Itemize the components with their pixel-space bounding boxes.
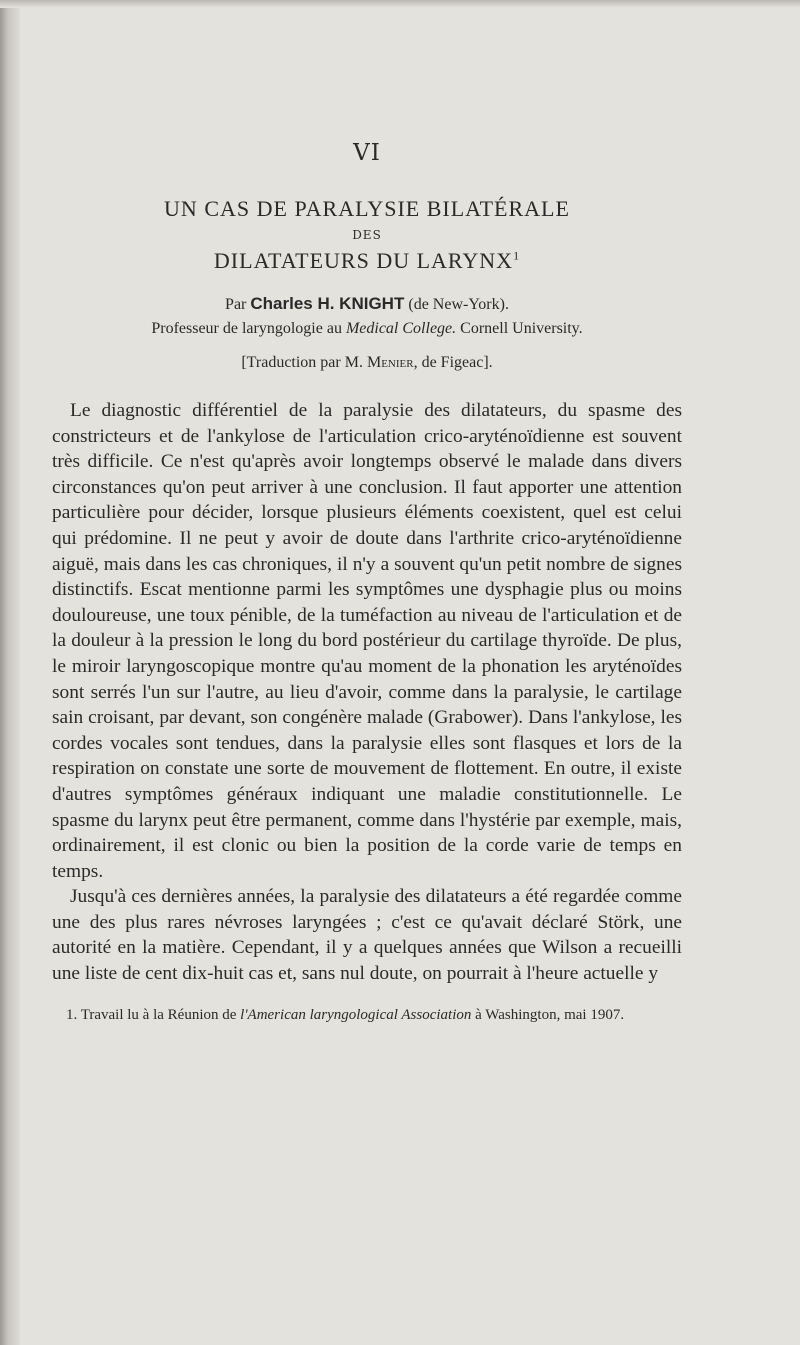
chapter-number: VI [353, 140, 381, 166]
author-prefix: Par [225, 296, 247, 313]
page-content [52, 130, 682, 1025]
author-line [52, 294, 682, 314]
title-line-2 [52, 248, 682, 274]
affiliation-university: Cornell University. [460, 320, 583, 337]
title-connector: DES [352, 228, 382, 242]
title-line-1: UN CAS DE PARALYSIE BILATÉRALE [164, 196, 570, 221]
body-paragraph-2: Jusqu'à ces dernières années, la paralysie des dilatateurs a été regardée comme une des plus rares névroses laryngées ; c'est ce qu'avait déclaré Störk, une autorité en la matière. Cependant, il y a quelques années que Wilson a recueilli une liste de cent dix-huit cas et, sans nul doute, on pourrait à l'heure actuelle y [52, 886, 682, 985]
page-top-edge [0, 0, 800, 8]
footnote-text-before: Travail lu à la Réunion de [80, 1006, 237, 1023]
title-footnote-marker[interactable]: 1 [513, 248, 521, 263]
affiliation-line [52, 320, 682, 338]
affiliation-prefix: Professeur de laryngologie au [151, 320, 342, 337]
translation-prefix: [Traduction par M. [241, 354, 363, 371]
translator-name: Menier, [366, 354, 418, 371]
author-location: (de New-York). [408, 296, 509, 313]
translation-suffix: de Figeac]. [421, 354, 493, 371]
page-binding-shadow [0, 0, 20, 1345]
footnote-number: 1. [66, 1006, 78, 1023]
translation-note [52, 354, 682, 372]
footnote [52, 1005, 682, 1025]
affiliation-institution: Medical College. [345, 320, 457, 337]
footnote-italic: l'American laryngological Association [240, 1006, 472, 1023]
author-name: Charles H. KNIGHT [250, 294, 405, 313]
body-paragraph-1: Le diagnostic différentiel de la paralysie des dilatateurs, du spasme des constricteurs et de l'ankylose de l'articulation crico-aryténoïdienne est souvent très difficile. Ce n'est qu'après avoir longtemps observé le malade dans divers circonstances qu'on peut arriver à une conclusion. Il faut apporter une attention particulière pour décider, lorsque plusieurs éléments coexistent, quel est celui qui prédomine. Il ne peut y avoir de doute dans l'arthrite crico-aryténoïdienne aiguë, mais dans les cas chroniques, il n'y a souvent qu'un petit nombre de signes distinctifs. Escat mentionne parmi les symptômes une dysphagie plus ou moins douloureuse, une toux pénible, de la tuméfaction au niveau de l'articulation et de la douleur à la pression le long du bord postérieur du cartilage thyroïde. De plus, le miroir laryngoscopique montre qu'au moment de la phonation les aryténoïdes sont serrés l'un sur l'autre, au lieu d'avoir, comme dans la paralysie, le cartilage sain croisant, par devant, son congénère malade (Grabower). Dans l'ankylose, les cordes vocales sont tendues, dans la paralysie elles sont flasques et lors de la respiration on constate une sorte de mouvement de flottement. En outre, il existe d'autres symptômes généraux indiquant une maladie constitutionnelle. Le spasme du larynx peut être permanent, comme dans l'hystérie par exemple, mais, ordinairement, il est clonic ou bien la position de la corde varie de temps en temps. [52, 400, 682, 882]
title-line-2-text: DILATATEURS DU LARYNX [213, 248, 514, 273]
footnote-text-after: à Washington, mai 1907. [475, 1006, 625, 1023]
